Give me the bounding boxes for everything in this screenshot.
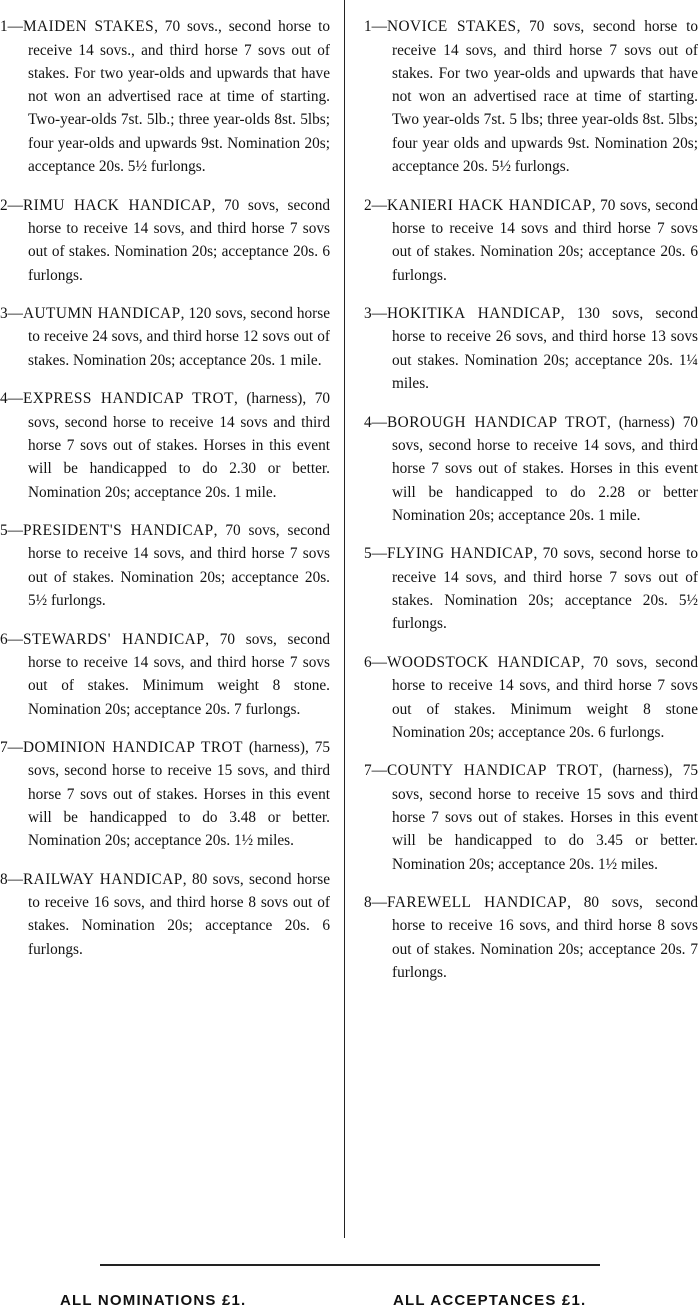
acceptances-fee-notice: ALL ACCEPTANCES £1. <box>393 1292 587 1309</box>
race-conditions: , (harness) 70 sovs, second horse to receive 14 sovs, and third horse 7 sovs out of stakes. Horses in this event will be handicapped to do 2.28 or better Nomination 20s; acceptance 20s. 1 mile. <box>392 413 698 524</box>
race-entry <box>364 302 698 395</box>
race-name: WOODSTOCK HANDICAP <box>386 653 581 671</box>
race-separator: — <box>371 894 387 912</box>
race-number: 1 <box>364 18 372 36</box>
race-name: NOVICE STAKES <box>386 18 517 36</box>
race-name: FLYING HANDICAP <box>386 545 534 563</box>
race-entry <box>0 15 330 178</box>
race-separator: — <box>7 739 23 757</box>
race-entry <box>364 15 698 178</box>
race-conditions: , (harness), 75 sovs, second horse to receive 15 sovs and third horse 7 sovs out of stakes. Horses in this event will be handicapped to do 3.45 or better. Nomination 20s; acceptance 20s. 1½ miles. <box>392 762 698 873</box>
race-entry <box>0 387 330 503</box>
race-number: 2 <box>0 196 8 214</box>
race-name: AUTUMN HANDICAP <box>22 305 181 323</box>
race-conditions: , 70 sovs, second horse to receive 14 sovs, and third horse 7 sovs out of stakes. Nomination 20s; acceptance 20s. 5½ furlongs. <box>392 545 699 633</box>
column-divider <box>344 0 345 1238</box>
race-conditions: , 80 sovs, second horse to receive 16 sovs, and third horse 8 sovs out of stakes. Nomination 20s; acceptance 20s. 7 furlongs. <box>392 894 699 982</box>
race-entry <box>0 302 330 372</box>
race-separator: — <box>7 18 23 36</box>
race-separator: — <box>7 390 23 408</box>
race-separator: — <box>7 630 23 648</box>
race-entry <box>364 891 698 984</box>
race-separator: — <box>7 196 23 214</box>
race-separator: — <box>371 762 387 780</box>
race-conditions: (harness), 75 sovs, second horse to receive 15 sovs, and third horse 7 sovs out of stakes. Horses in this event will be handicapped to do 3.48 or better. Nomination 20s; acceptance 20s. 1½ miles. <box>28 739 330 850</box>
race-entry <box>364 542 698 635</box>
race-conditions: , 80 sovs, second horse to receive 16 sovs, and third horse 8 sovs out of stakes. Nomination 20s; acceptance 20s. 6 furlongs. <box>28 870 330 958</box>
race-number: 6 <box>0 630 8 648</box>
race-name: BOROUGH HANDICAP TROT <box>386 413 608 431</box>
race-conditions: , 130 sovs, second horse to receive 26 sovs, and third horse 13 sovs out stakes. Nomination 20s; acceptance 20s. 1¼ miles. <box>392 305 698 393</box>
race-conditions: , 70 sovs, second horse to receive 14 sovs, and third horse 7 sovs out of stakes. Nomination 20s; acceptance 20s. 5½ furlongs. <box>28 522 330 610</box>
race-number: 3 <box>364 305 372 323</box>
race-entry <box>364 651 698 744</box>
race-name: PRESIDENT'S HANDICAP <box>22 522 214 540</box>
race-name: STEWARDS' HANDICAP <box>22 630 206 648</box>
race-separator: — <box>7 522 23 540</box>
race-number: 5 <box>364 545 372 563</box>
race-number: 7 <box>0 739 8 757</box>
race-number: 8 <box>364 894 372 912</box>
nominations-fee-notice: ALL NOMINATIONS £1. <box>60 1292 247 1309</box>
race-conditions: , 70 sovs, second horse to receive 14 sovs and third horse 7 sovs out of stakes. Nomination 20s; acceptance 20s. 6 furlongs. <box>392 196 698 284</box>
race-entry <box>0 868 330 961</box>
race-conditions: , 70 sovs, second horse to receive 14 sovs, and third horse 7 sovs out of stakes. For two year-olds and upwards that have not won an advertised race at time of starting. Two year-olds 7st. 5 lbs; three year-olds 8st. 5lbs; four year olds and upwards 9st. Nomination 20s; acceptance 20s. 5½ furlongs. <box>392 18 698 176</box>
race-name: MAIDEN STAKES <box>22 18 155 36</box>
race-separator: — <box>371 305 387 323</box>
race-conditions: , (harness), 70 sovs, second horse to receive 14 sovs and third horse 7 sovs out of stakes. Horses in this event will be handicapped to do 2.30 or better. Nomination 20s; acceptance 20s. 1 mile. <box>28 390 330 501</box>
race-conditions: , 70 sovs, second horse to receive 14 sovs, and third horse 7 sovs out of stakes. Nomination 20s; acceptance 20s. 6 furlongs. <box>28 196 330 284</box>
race-name: HOKITIKA HANDICAP <box>386 305 561 323</box>
race-name: KANIERI HACK HANDICAP <box>386 196 592 214</box>
race-number: 3 <box>0 305 8 323</box>
race-name: RIMU HACK HANDICAP <box>22 196 212 214</box>
race-entry <box>364 759 698 875</box>
race-entry <box>364 194 698 287</box>
race-separator: — <box>7 870 23 888</box>
race-entry <box>364 411 698 527</box>
race-separator: — <box>371 18 387 36</box>
race-separator: — <box>371 653 387 671</box>
race-conditions: , 120 sovs, second horse to receive 24 sovs, and third horse 12 sovs out of stakes. Nomination 20s; acceptance 20s. 1 mile. <box>28 305 330 369</box>
race-entry <box>0 194 330 287</box>
race-entry <box>0 736 330 852</box>
race-number: 7 <box>364 762 372 780</box>
race-number: 8 <box>0 870 8 888</box>
race-conditions: , 70 sovs., second horse to receive 14 sovs., and third horse 7 sovs out of stakes. For two year-olds and upwards that have not won an advertised race at time of starting. Two-year-olds 7st. 5lb.; three year-olds 8st. 5lbs; four year-olds and upwards 9st. Nomination 20s; acceptance 20s. 5½ furlongs. <box>28 18 330 176</box>
race-number: 4 <box>364 413 372 431</box>
race-number: 4 <box>0 390 8 408</box>
race-separator: — <box>371 545 387 563</box>
race-name: DOMINION HANDICAP TROT <box>22 739 243 757</box>
race-entry <box>0 628 330 721</box>
race-programme-left-column <box>0 0 330 967</box>
race-name: EXPRESS HANDICAP TROT <box>22 390 235 408</box>
race-name: COUNTY HANDICAP TROT <box>386 762 599 780</box>
race-entry <box>0 519 330 612</box>
race-name: FAREWELL HANDICAP <box>386 894 568 912</box>
race-separator: — <box>7 305 23 323</box>
race-programme-right-column <box>364 0 698 990</box>
race-separator: — <box>371 413 387 431</box>
race-separator: — <box>371 196 387 214</box>
race-number: 5 <box>0 522 8 540</box>
race-conditions: , 70 sovs, second horse to receive 14 sovs, and third horse 7 sovs out of stakes. Minimum weight 8 stone. Nomination 20s; acceptance 20s. 7 furlongs. <box>28 630 330 718</box>
race-conditions: , 70 sovs, second horse to receive 14 sovs, and third horse 7 sovs out of stakes. Minimum weight 8 stone Nomination 20s; acceptance 20s. 6 furlongs. <box>392 653 698 741</box>
race-number: 2 <box>364 196 372 214</box>
race-name: RAILWAY HANDICAP <box>22 870 183 888</box>
race-number: 1 <box>0 18 8 36</box>
race-number: 6 <box>364 653 372 671</box>
bottom-rule <box>100 1264 600 1266</box>
